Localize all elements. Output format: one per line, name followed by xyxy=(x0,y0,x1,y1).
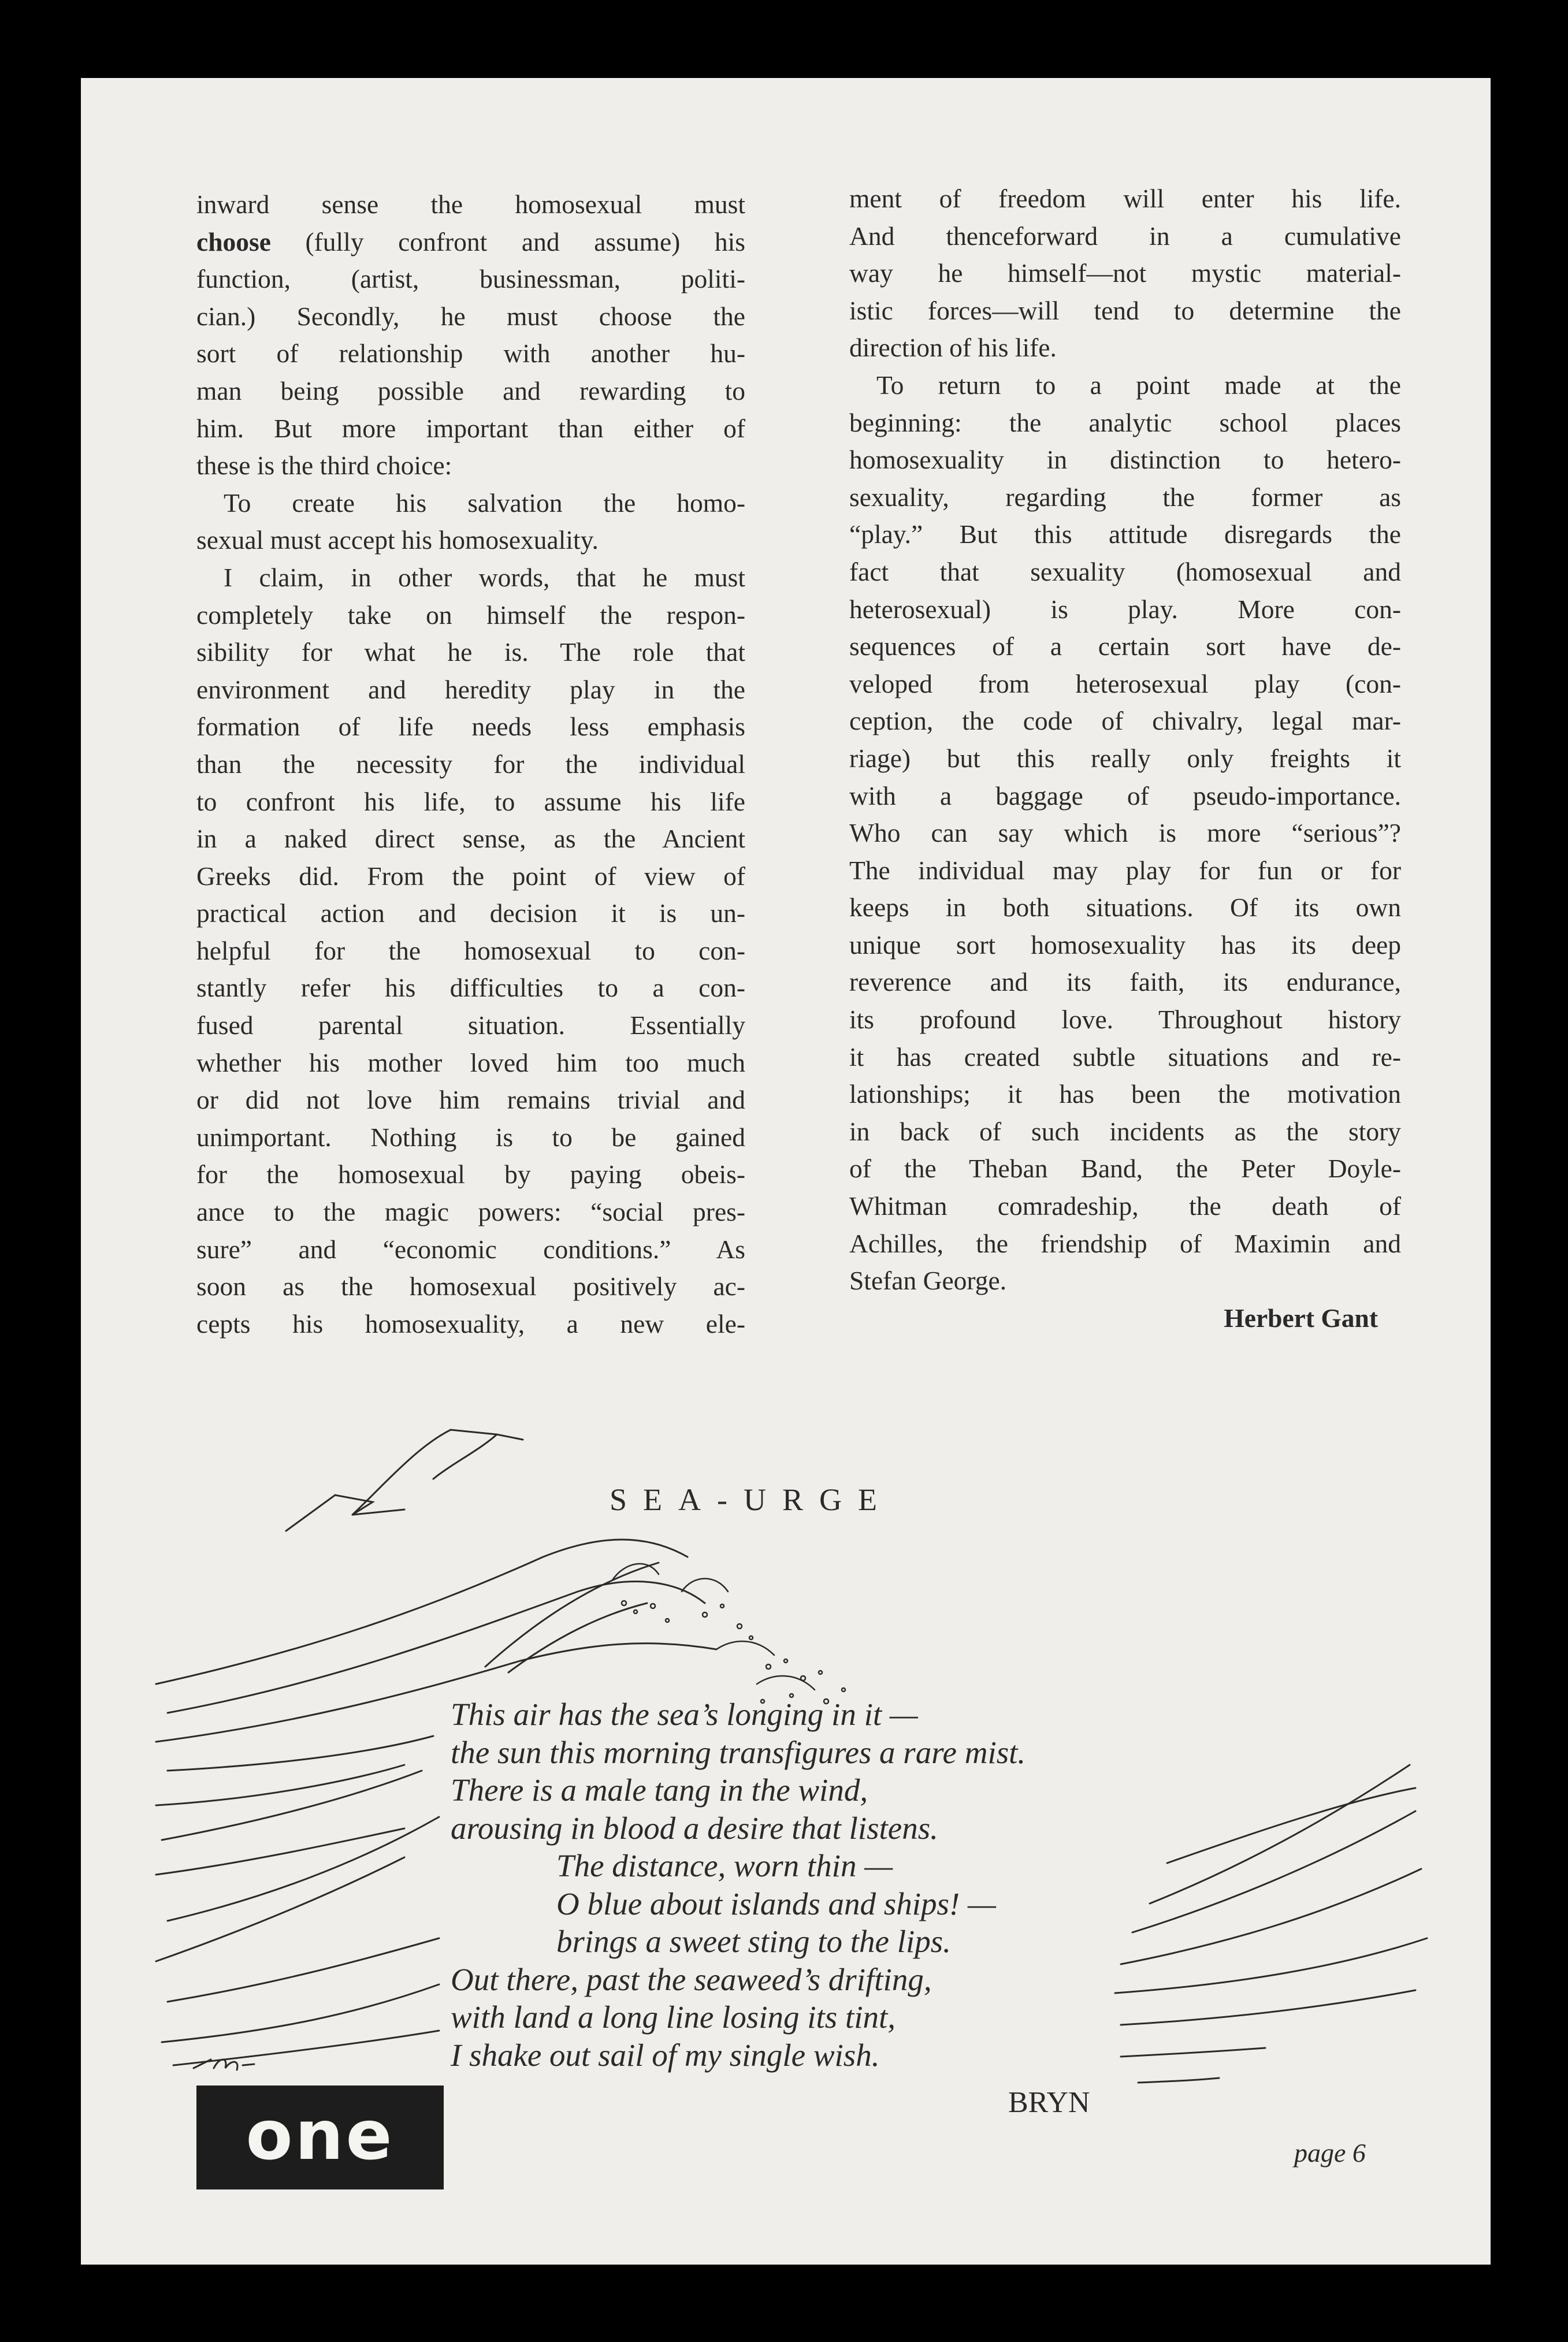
text-line: reverence and its faith, its endurance, xyxy=(849,967,1401,997)
text-line: unique sort homosexuality has its deep xyxy=(849,930,1401,960)
text-line: Achilles, the friendship of Maximin and xyxy=(849,1228,1401,1258)
text-line: sibility for what he is. The role that xyxy=(196,637,745,667)
text-line: To create his salvation the homo- xyxy=(224,488,745,518)
text-line: ance to the magic powers: “social pres- xyxy=(196,1197,745,1227)
text-line: sequences of a certain sort have de- xyxy=(849,631,1401,661)
poem-line: brings a sweet sting to the lips. xyxy=(556,1924,951,1959)
poem-line: Out there, past the seaweed’s drifting, xyxy=(451,1961,932,1997)
text-line: with a baggage of pseudo-importance. xyxy=(849,780,1401,811)
text-line: I claim, in other words, that he must xyxy=(224,562,745,592)
text-line: in back of such incidents as the story xyxy=(849,1116,1401,1146)
text-line: beginning: the analytic school places xyxy=(849,407,1401,437)
text-line: of the Theban Band, the Peter Doyle- xyxy=(849,1154,1401,1184)
poet-signature: BRYN xyxy=(1008,2086,1090,2119)
text-line: fused parental situation. Essentially xyxy=(196,1010,745,1040)
text-line: unimportant. Nothing is to be gained xyxy=(196,1122,745,1152)
text-line: sexual must accept his homosexuality. xyxy=(196,525,599,555)
poem-line: The distance, worn thin — xyxy=(556,1848,893,1883)
text-line: practical action and decision it is un- xyxy=(196,898,745,928)
text-line: whether his mother loved him too much xyxy=(196,1047,745,1077)
text-line: The individual may play for fun or for xyxy=(849,855,1401,885)
text-line: function, (artist, businessman, politi- xyxy=(196,264,745,294)
text-line: fact that sexuality (homosexual and xyxy=(849,556,1401,586)
text-line: stantly refer his difficulties to a con- xyxy=(196,973,745,1003)
text-line: Stefan George. xyxy=(849,1266,1007,1296)
artist-initials xyxy=(194,2060,254,2070)
text-line: completely take on himself the respon- xyxy=(196,600,745,630)
text-line: environment and heredity play in the xyxy=(196,674,745,704)
emphasis-choose: choose xyxy=(196,226,271,256)
poem-line: arousing in blood a desire that listens. xyxy=(451,1810,938,1846)
poem-line: the sun this morning transfigures a rare mist. xyxy=(451,1734,1026,1770)
text-line: or did not love him remains trivial and xyxy=(196,1085,745,1115)
poem-title: SEA-URGE xyxy=(610,1482,893,1517)
text-line: it has created subtle situations and re- xyxy=(849,1042,1401,1072)
text-line: direction of his life. xyxy=(849,333,1057,363)
text-line: to confront his life, to assume his life xyxy=(196,786,745,816)
poem-line: There is a male tang in the wind, xyxy=(451,1772,868,1808)
poem-line: with land a long line losing its tint, xyxy=(451,1999,896,2035)
wave-spray xyxy=(612,1564,845,1704)
article-author: Herbert Gant xyxy=(1224,1303,1378,1333)
text-line: him. But more important than either of xyxy=(196,413,745,443)
text-line: riage) but this really only freights it xyxy=(849,743,1401,773)
text-line: sexuality, regarding the former as xyxy=(849,482,1401,512)
text-line: lationships; it has been the motivation xyxy=(849,1079,1401,1109)
text-line: choose (fully confront and assume) his xyxy=(196,226,745,256)
text-line: keeps in both situations. Of its own xyxy=(849,893,1401,923)
text-line: cepts his homosexuality, a new ele- xyxy=(196,1308,745,1339)
text-line: ception, the code of chivalry, legal mar- xyxy=(849,706,1401,736)
text-line: inward sense the homosexual must xyxy=(196,189,745,219)
text-line: sort of relationship with another hu- xyxy=(196,339,745,369)
text-line: helpful for the homosexual to con- xyxy=(196,935,745,965)
text-line: Whitman comradeship, the death of xyxy=(849,1191,1401,1221)
text-line: these is the third choice: xyxy=(196,451,452,481)
text-line: sure” and “economic conditions.” As xyxy=(196,1234,745,1264)
text-line: cian.) Secondly, he must choose the xyxy=(196,301,745,331)
text-line: way he himself—not mystic material- xyxy=(849,258,1401,288)
text-line: in a naked direct sense, as the Ancient xyxy=(196,824,745,854)
text-line: its profound love. Throughout history xyxy=(849,1005,1401,1035)
text-line: soon as the homosexual positively ac- xyxy=(196,1272,745,1302)
poem-line: This air has the sea’s longing in it — xyxy=(451,1697,918,1732)
text-line: istic forces—will tend to determine the xyxy=(849,295,1401,325)
text-line: Greeks did. From the point of view of xyxy=(196,861,745,891)
seagull-drawing xyxy=(286,1430,523,1531)
page-number: page 6 xyxy=(1294,2138,1366,2168)
text-line: homosexuality in distinction to hetero- xyxy=(849,445,1401,475)
text-line: formation of life needs less emphasis xyxy=(196,712,745,742)
text-line: To return to a point made at the xyxy=(876,370,1401,400)
text-line: for the homosexual by paying obeis- xyxy=(196,1159,745,1189)
poem-line: I shake out sail of my single wish. xyxy=(451,2037,880,2073)
text-line: And thenceforward in a cumulative xyxy=(849,221,1401,251)
poem-body xyxy=(451,1696,1025,2074)
text-line: man being possible and rewarding to xyxy=(196,376,745,406)
text-line: veloped from heterosexual play (con- xyxy=(849,668,1401,698)
text-line: Who can say which is more “serious”? xyxy=(849,818,1401,848)
text-line: heterosexual) is play. More con- xyxy=(849,594,1401,624)
logo-text: one xyxy=(246,2095,395,2175)
text-line: ment of freedom will enter his life. xyxy=(849,184,1401,213)
text-line: “play.” But this attitude disregards the xyxy=(849,519,1401,549)
text-line: than the necessity for the individual xyxy=(196,749,745,779)
magazine-page xyxy=(81,78,1491,2265)
one-magazine-logo xyxy=(196,2086,444,2189)
wave-lines-right xyxy=(1115,1765,1427,2083)
poem-line: O blue about islands and ships! — xyxy=(556,1886,996,1921)
